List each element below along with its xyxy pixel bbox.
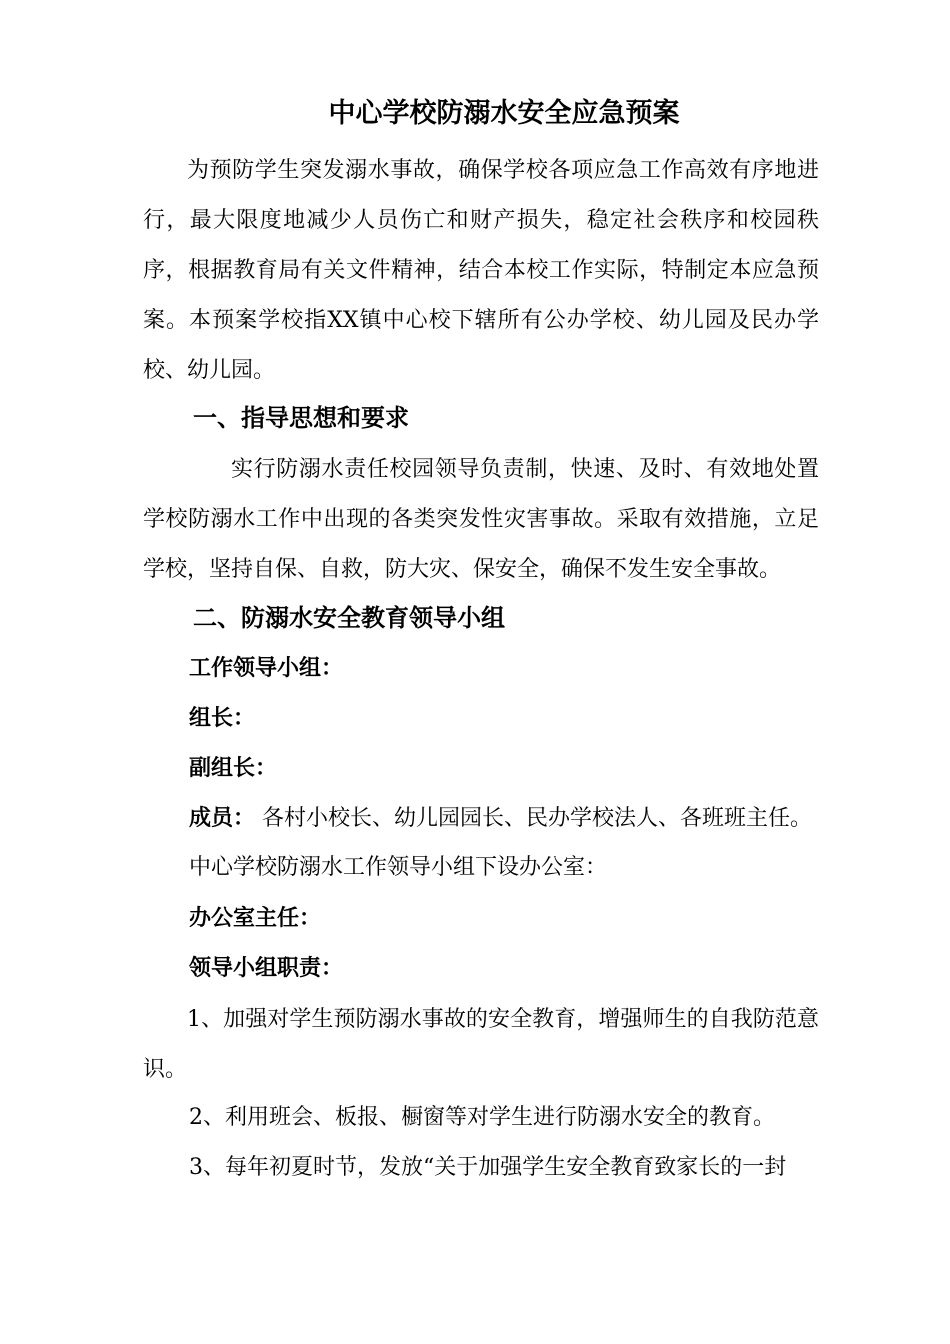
section-1-heading: 一、指导思想和要求 bbox=[193, 403, 409, 432]
duty-3-line: 3、每年初夏时节，发放“关于加强学生安全教育致家长的一封 bbox=[189, 1155, 787, 1180]
members-line bbox=[189, 798, 812, 839]
leader-label: 组长： bbox=[189, 705, 256, 731]
office-line: 中心学校防溺水工作领导小组下设办公室： bbox=[189, 855, 608, 880]
duty-2-line: 2、利用班会、板报、橱窗等对学生进行防溺水安全的教育。 bbox=[189, 1105, 775, 1130]
deputy-leader-label: 副组长： bbox=[189, 755, 278, 781]
duty-1-paragraph: 1、加强对学生预防溺水事故的安全教育，增强师生的自我防范意识。 bbox=[143, 1007, 819, 1082]
intro-paragraph: 为预防学生突发溺水事故，确保学校各项应急工作高效有序地进行，最大限度地减少人员伤亡和财产损失，稳定社会秩序和校园秩序，根据教育局有关文件精神，结合本校工作实际，特制定本应急预案。本预案学校指XX镇中心校下辖所有公办学校、幼儿园及民办学校、幼儿园。 bbox=[143, 158, 819, 383]
section-1-paragraph: 实行防溺水责任校园领导负责制，快速、及时、有效地处置学校防溺水工作中出现的各类突发性灾害事故。采取有效措施，立足学校，坚持自保、自救，防大灾、保安全，确保不发生安全事故。 bbox=[143, 457, 819, 582]
members-value: 各村小校长、幼儿园园长、民办学校法人、各班班主任。 bbox=[255, 806, 813, 831]
work-group-label: 工作领导小组： bbox=[189, 655, 344, 681]
office-head-label: 办公室主任： bbox=[189, 905, 322, 931]
section-2-heading: 二、防溺水安全教育领导小组 bbox=[193, 603, 505, 632]
document-title: 中心学校防溺水安全应急预案 bbox=[328, 98, 680, 129]
duties-label: 领导小组职责： bbox=[189, 955, 344, 981]
members-label: 成员： bbox=[189, 805, 256, 831]
